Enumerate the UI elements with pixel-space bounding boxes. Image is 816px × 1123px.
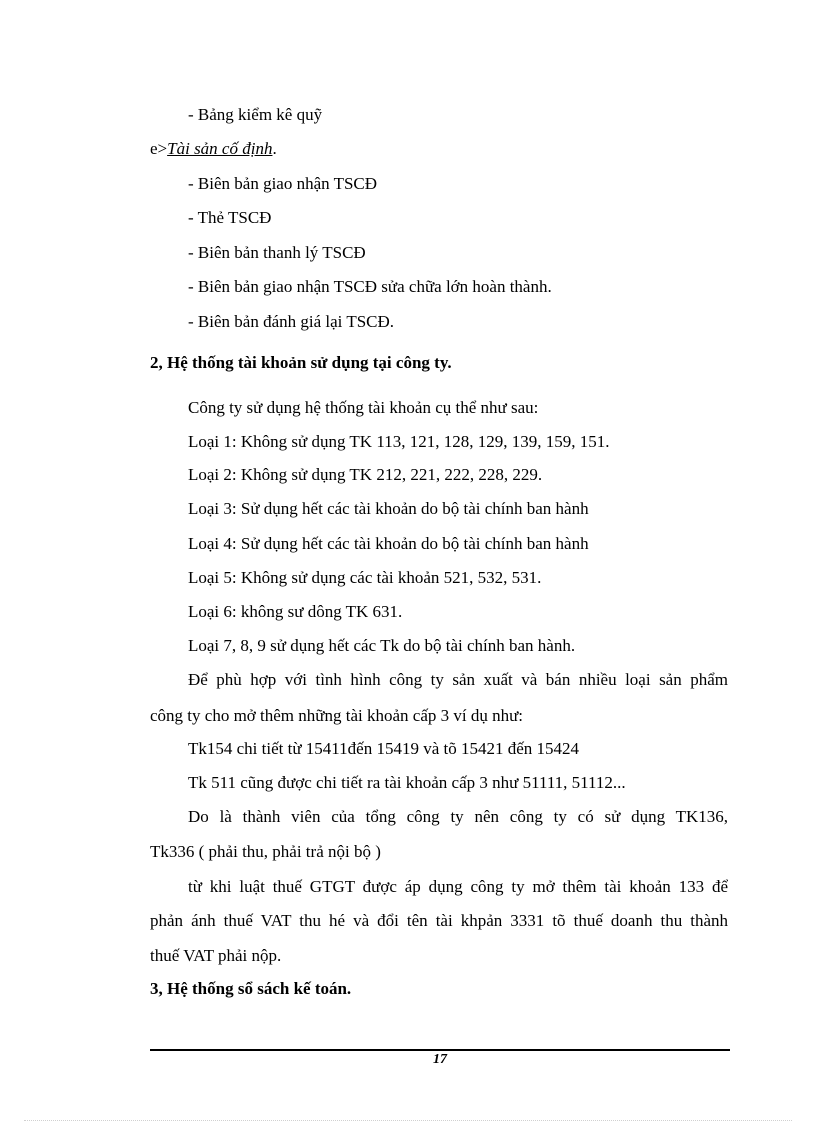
paragraph-gtgt-line-2: phản ánh thuế VAT thu hé và đổi tên tài khpản 3331 tõ thuế doanh thu thành: [150, 911, 728, 930]
page-bottom-dotted-border: [24, 1120, 792, 1121]
paragraph-thanh-vien-line-1: Do là thành viên của tổng công ty nên công ty có sử dụng TK136,: [188, 807, 728, 826]
paragraph-loai-2: Loại 2: Không sử dụng TK 212, 221, 222, 228, 229.: [188, 465, 543, 484]
list-item-thanh-ly: - Biên bản thanh lý TSCĐ: [188, 243, 366, 262]
section-e-heading: [150, 138, 277, 160]
list-item-bang-kiem-ke-quy: - Bảng kiểm kê quỹ: [188, 105, 323, 124]
section-e-title: Tài sản cố định: [167, 139, 273, 158]
paragraph-tk154: Tk154 chi tiết từ 15411đến 15419 và tõ 15421 đến 15424: [188, 739, 580, 758]
paragraph-loai-7-8-9: Loại 7, 8, 9 sử dụng hết các Tk do bộ tài chính ban hành.: [188, 636, 576, 655]
list-item-the-tscd: - Thẻ TSCĐ: [188, 208, 272, 227]
list-item-giao-nhan: - Biên bản giao nhận TSCĐ: [188, 174, 378, 193]
paragraph-gtgt-line-3: thuế VAT phải nộp.: [150, 946, 282, 965]
section-e-prefix: e>: [150, 139, 168, 158]
section-e-suffix: .: [272, 139, 277, 158]
paragraph-loai-4: Loại 4: Sử dụng hết các tài khoản do bộ tài chính ban hành: [188, 534, 589, 553]
paragraph-loai-5: Loại 5: Không sử dụng các tài khoản 521, 532, 531.: [188, 568, 542, 587]
paragraph-phu-hop-line-1: Để phù hợp với tình hình công ty sản xuất và bán nhiều loại sản phẩm: [188, 670, 728, 689]
paragraph-gtgt-line-1: từ khi luật thuế GTGT được áp dụng công ty mở thêm tài khoản 133 để: [188, 877, 728, 896]
page-number: 17: [433, 1052, 447, 1067]
section-3-heading: 3, Hệ thống sổ sách kế toán.: [150, 979, 352, 998]
list-item-danh-gia-lai: - Biên bản đánh giá lại TSCĐ.: [188, 312, 395, 331]
paragraph-phu-hop-line-2: công ty cho mở thêm những tài khoản cấp 3 ví dụ như:: [150, 706, 524, 725]
paragraph-loai-3: Loại 3: Sử dụng hết các tài khoản do bộ tài chính ban hành: [188, 499, 589, 518]
paragraph-loai-1: Loại 1: Không sử dụng TK 113, 121, 128, 129, 139, 159, 151.: [188, 432, 610, 451]
section-2-heading: 2, Hệ thống tài khoản sử dụng tại công ty.: [150, 353, 452, 372]
paragraph-loai-6: Loại 6: không sư dông TK 631.: [188, 602, 403, 621]
paragraph-tk511: Tk 511 cũng được chi tiết ra tài khoản cấp 3 như 51111, 51112...: [188, 773, 626, 792]
paragraph-thanh-vien-line-2: Tk336 ( phải thu, phải trả nội bộ ): [150, 842, 381, 861]
list-item-sua-chua: - Biên bản giao nhận TSCĐ sửa chữa lớn hoàn thành.: [188, 277, 552, 296]
paragraph-intro: Công ty sử dụng hệ thống tài khoản cụ thể như sau:: [188, 398, 539, 417]
